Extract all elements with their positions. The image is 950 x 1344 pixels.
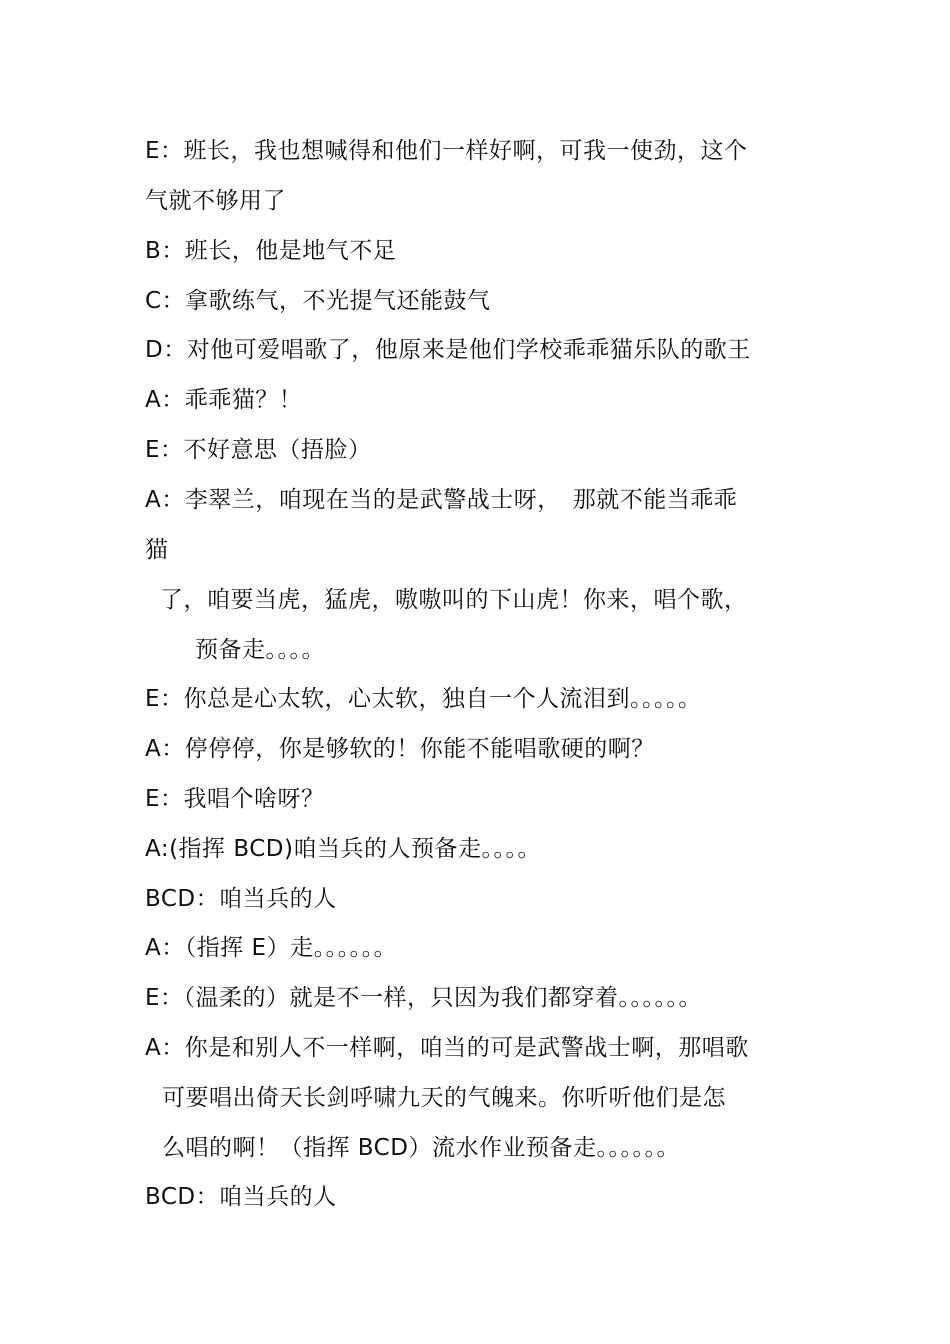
dialogue-line: A：（指挥 E）走。。。。。。 (145, 935, 398, 961)
dialogue-line: 气就不够用了 (145, 188, 286, 214)
dialogue-line: BCD：咱当兵的人 (145, 1184, 337, 1210)
dialogue-line: E：班长，我也想喊得和他们一样好啊，可我一使劲，这个 (145, 138, 748, 164)
dialogue-line: A：你是和别人不一样啊，咱当的可是武警战士啊，那唱歌 (145, 1035, 749, 1061)
dialogue-line: 预备走。。。。 (195, 637, 325, 663)
dialogue-line: C：拿歌练气，不光提气还能鼓气 (145, 288, 491, 314)
dialogue-line: 可要唱出倚天长剑呼啸九天的气魄来。你听听他们是怎 (162, 1085, 726, 1111)
dialogue-line: 了，咱要当虎，猛虎，嗷嗷叫的下山虎！你来，唱个歌， (160, 587, 748, 613)
dialogue-line: A：乖乖猫？！ (145, 387, 303, 413)
dialogue-line: A：李翠兰，咱现在当的是武警战士呀， 那就不能当乖乖 (145, 487, 738, 513)
dialogue-line: A:(指挥 BCD)咱当兵的人预备走。。。。 (145, 836, 541, 862)
dialogue-line: E：我唱个啥呀？ (145, 786, 325, 812)
dialogue-line: 猫 (145, 537, 169, 563)
dialogue-line: 么唱的啊！（指挥 BCD）流水作业预备走。。。。。。 (162, 1135, 680, 1161)
dialogue-line: D：对他可爱唱歌了，他原来是他们学校乖乖猫乐队的歌王 (145, 337, 751, 363)
dialogue-line: A：停停停，你是够软的！你能不能唱歌硬的啊？ (145, 736, 655, 762)
dialogue-line: E：不好意思（捂脸） (145, 437, 372, 463)
dialogue-line: E：（温柔的）就是不一样，只因为我们都穿着。。。。。。 (145, 985, 703, 1011)
dialogue-line: E：你总是心太软，心太软，独自一个人流泪到。。。。。 (145, 686, 702, 712)
dialogue-line: B：班长，他是地气不足 (145, 238, 397, 264)
dialogue-line: BCD：咱当兵的人 (145, 886, 337, 912)
